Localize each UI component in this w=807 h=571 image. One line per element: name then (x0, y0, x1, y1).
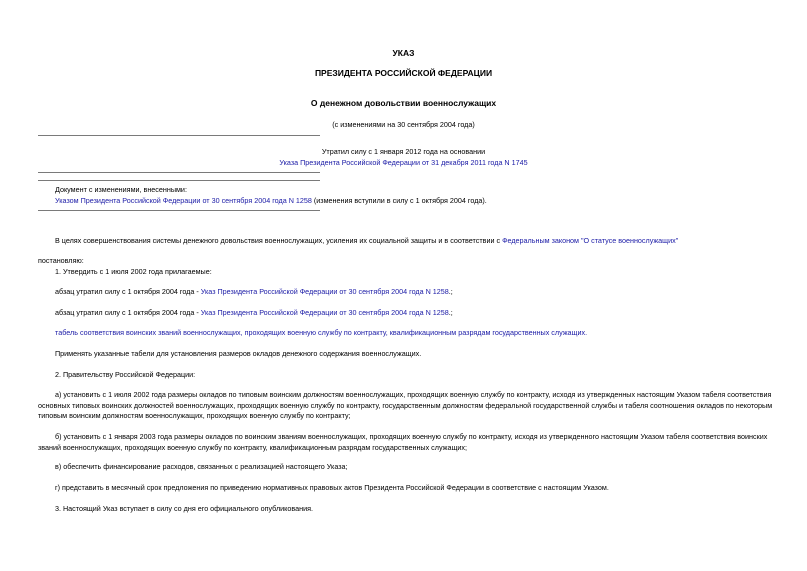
paragraph-apply: Применять указанные табели для установления размеров окладов денежного содержания военнослужащих. (55, 349, 422, 358)
paragraph-2a-line-1: а) установить с 1 июля 2002 года размеры окладов по типовым воинским должностям военнослужащих, проходящих военную службу по контракту, исходя из утвержденных настоящим Указом табеля соответствия (55, 390, 772, 399)
document-subtitle: О денежном довольствии военнослужащих (310, 98, 497, 108)
repeal-decree-link[interactable]: Указа Президента Российской Федерации от 31 декабря 2011 года N 1745 (279, 158, 528, 167)
intro-text: В целях совершенствования системы денежного довольствия военнослужащих, усиления их социальной защиты и в соответствии с (55, 236, 503, 245)
changes-line (55, 196, 487, 206)
decree-word: постановляю: (38, 256, 84, 265)
paragraph-2a-line-2: основных типовых воинских должностей военнослужащих, проходящих военную службу по контракту, государственным должностям федеральной государственной службы и табеля соотношения окладов по некоторым (38, 401, 773, 410)
paragraph-1b (55, 308, 453, 318)
divider-top (38, 135, 320, 136)
paragraph-2a-line-3: типовым воинским должностям военнослужащих, проходящих военную службу по контракту; (38, 411, 351, 420)
paragraph-1b-text: абзац утратил силу с 1 октября 2004 года - (55, 308, 201, 317)
paragraph-1a-link[interactable]: Указ Президента Российской Федерации от 30 сентября 2004 года N 1258 (200, 287, 449, 296)
title-line-1: УКАЗ (392, 48, 415, 58)
paragraph-3: 3. Настоящий Указ вступает в силу со дня его официального опубликования. (55, 504, 314, 513)
divider-status-2 (38, 180, 320, 181)
paragraph-1: 1. Утвердить с 1 июля 2002 года прилагаемые: (55, 267, 212, 276)
paragraph-1b-link[interactable]: Указ Президента Российской Федерации от 30 сентября 2004 года N 1258 (200, 308, 449, 317)
paragraph-2: 2. Правительству Российской Федерации: (55, 370, 196, 379)
rank-table-link[interactable]: табель соответствия воинских званий военнослужащих, проходящих военную службу по контракту, квалификационным разрядам государственных служащих. (55, 328, 588, 337)
federal-law-link[interactable]: Федеральным законом "О статусе военнослужащих" (502, 236, 679, 245)
changes-label: Документ с изменениями, внесенными: (55, 185, 187, 194)
paragraph-1a (55, 287, 453, 297)
intro-paragraph (55, 236, 678, 246)
paragraph-1b-end: .; (448, 308, 453, 317)
paragraph-2c: в) обеспечить финансирование расходов, связанных с реализацией настоящего Указа; (55, 462, 348, 471)
paragraph-2b-line-1: б) установить с 1 января 2003 года размеры окладов по воинским званиям военнослужащих, проходящих военную службу по контракту, исходя из утвержденного настоящим Указом табеля соответствия воинских (55, 432, 768, 441)
paragraph-2d: г) представить в месячный срок предложения по приведению нормативных правовых актов Президента Российской Федерации в соответствие с настоящим Указом. (55, 483, 609, 492)
divider-status-1 (38, 172, 320, 173)
paragraph-1a-text: абзац утратил силу с 1 октября 2004 года - (55, 287, 201, 296)
amending-decree-link[interactable]: Указом Президента Российской Федерации от 30 сентября 2004 года N 1258 (55, 196, 312, 205)
amendment-note: (с изменениями на 30 сентября 2004 года) (332, 120, 475, 129)
paragraph-2b-line-2: званий военнослужащих, проходящих военную службу по контракту, квалификационным разрядам государственных служащих; (38, 443, 467, 452)
changes-suffix: (изменения вступили в силу с 1 октября 2004 года). (311, 196, 487, 205)
paragraph-1a-end: .; (448, 287, 453, 296)
status-line: Утратил силу с 1 января 2012 года на основании (321, 147, 486, 156)
title-line-2: ПРЕЗИДЕНТА РОССИЙСКОЙ ФЕДЕРАЦИИ (314, 68, 493, 78)
divider-changes (38, 210, 320, 211)
